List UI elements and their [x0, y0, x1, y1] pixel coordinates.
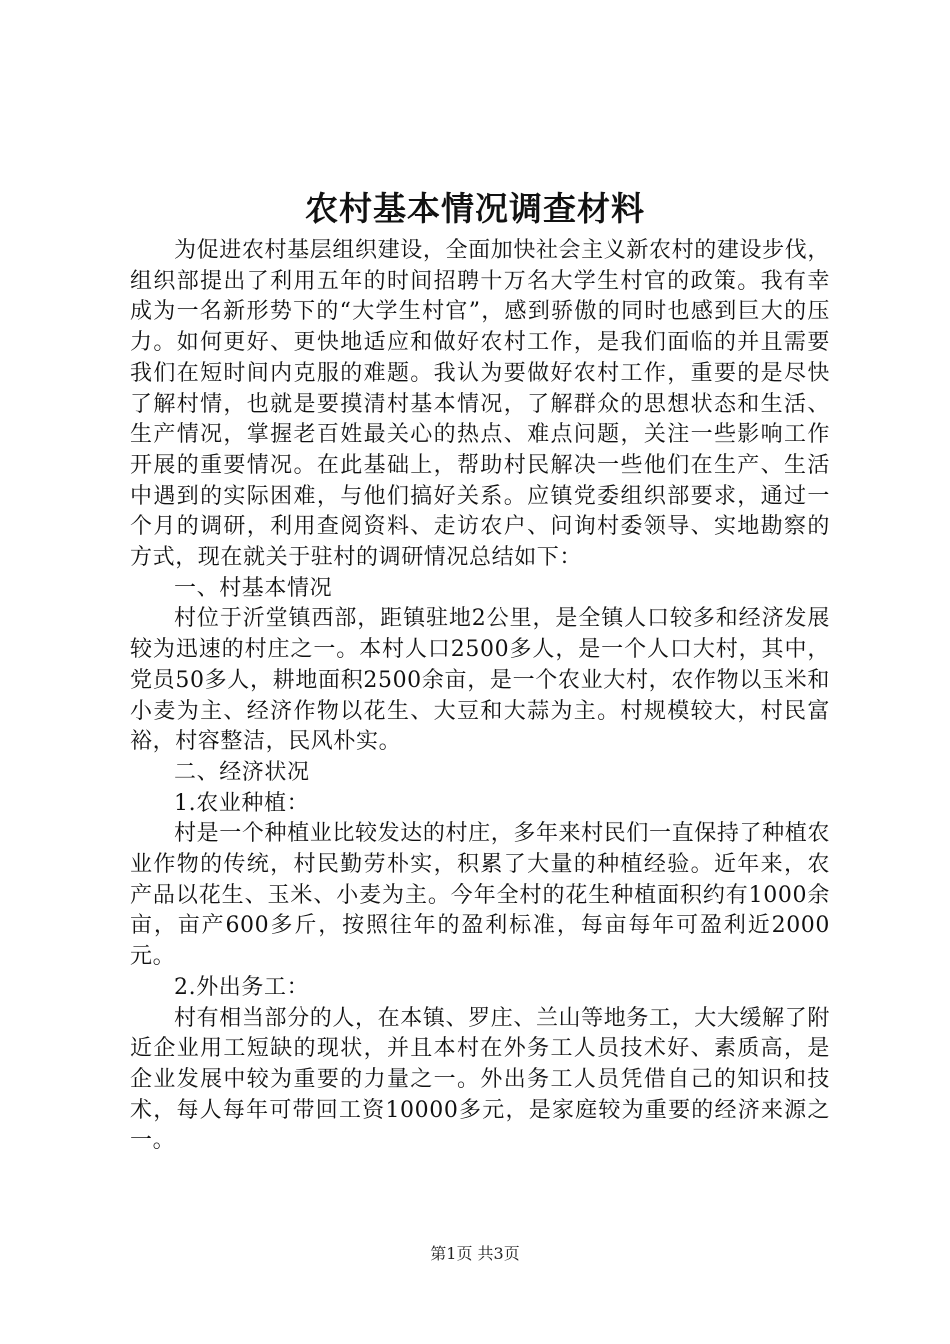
page-number-footer: 第1页 共3页	[430, 1244, 520, 1263]
document-title: 农村基本情况调查材料	[305, 189, 645, 228]
section-heading-economy: 二、经济状况	[174, 759, 310, 785]
subheading-agriculture: 1.农业种植：	[174, 790, 310, 816]
paragraph-basic-info: 村位于沂堂镇西部，距镇驻地2公里，是全镇人口较多和经济发展较为迅速的村庄之一。本村人口2500多人，是一个人口大村，其中，党员50多人，耕地面积2500余亩，是一个农业大村，农作物以玉米和小麦为主、经济作物以花生、大豆和大蒜为主。村规模较大，村民富裕，村容整洁，民风朴实。	[130, 606, 830, 755]
document-body	[130, 236, 830, 1157]
paragraph-migrant-work: 村有相当部分的人，在本镇、罗庄、兰山等地务工，大大缓解了附近企业用工短缺的现状，并且本村在外务工人员技术好、素质高，是企业发展中较为重要的力量之一。外出务工人员凭借自己的知识和技术，每人每年可带回工资10000多元，是家庭较为重要的经济来源之一。	[130, 1005, 830, 1154]
subheading-migrant-work: 2.外出务工：	[174, 974, 310, 1000]
section-heading-basic-info: 一、村基本情况	[174, 575, 333, 601]
paragraph-agriculture: 村是一个种植业比较发达的村庄，多年来村民们一直保持了种植农业作物的传统，村民勤劳朴实，积累了大量的种植经验。近年来，农产品以花生、玉米、小麦为主。今年全村的花生种植面积约有1000余亩，亩产600多斤，按照往年的盈利标准，每亩每年可盈利近2000元。	[130, 821, 830, 970]
paragraph-intro: 为促进农村基层组织建设，全面加快社会主义新农村的建设步伐，组织部提出了利用五年的时间招聘十万名大学生村官的政策。我有幸成为一名新形势下的“大学生村官”，感到骄傲的同时也感到巨大的压力。如何更好、更快地适应和做好农村工作，是我们面临的并且需要我们在短时间内克服的难题。我认为要做好农村工作，重要的是尽快了解村情，也就是要摸清村基本情况，了解群众的思想状态和生活、生产情况，掌握老百姓最关心的热点、难点问题，关注一些影响工作开展的重要情况。在此基础上，帮助村民解决一些他们在生产、生活中遇到的实际困难，与他们搞好关系。应镇党委组织部要求，通过一个月的调研，利用查阅资料、走访农户、问询村委领导、实地勘察的方式，现在就关于驻村的调研情况总结如下：	[130, 238, 830, 571]
